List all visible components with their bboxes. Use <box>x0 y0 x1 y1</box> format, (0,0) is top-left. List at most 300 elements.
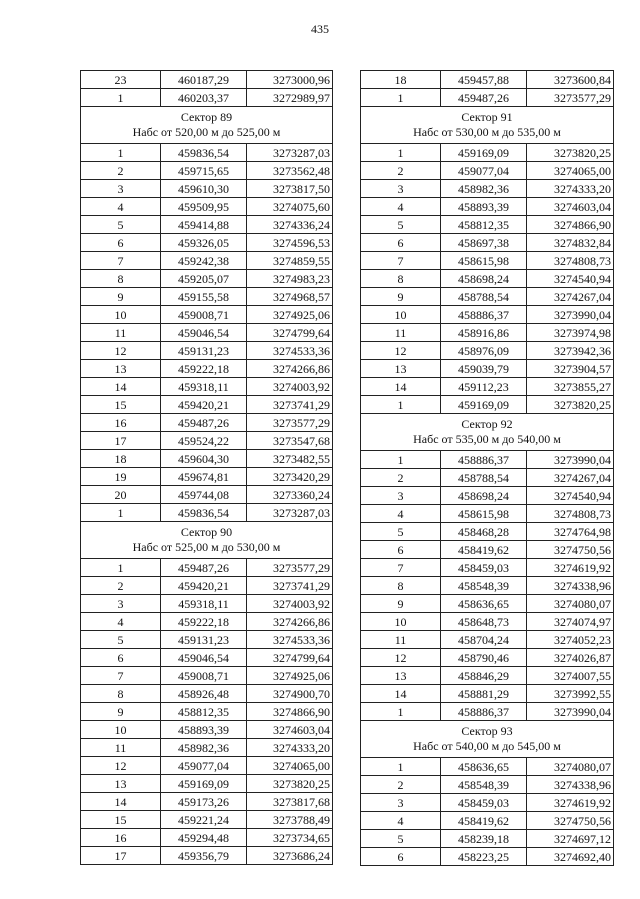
coordinate-y: 3274925,06 <box>247 667 333 685</box>
point-number: 23 <box>81 71 161 89</box>
point-number: 10 <box>361 306 441 324</box>
point-number: 19 <box>81 468 161 486</box>
coordinate-x: 459046,54 <box>161 649 247 667</box>
table-row <box>81 577 333 595</box>
table-row <box>81 649 333 667</box>
coordinate-x: 458636,65 <box>441 758 527 776</box>
coordinate-x: 459604,30 <box>161 450 247 468</box>
coordinate-y: 3274799,64 <box>247 324 333 342</box>
table-row <box>361 667 614 685</box>
coordinate-y: 3274808,73 <box>527 252 614 270</box>
sector-header <box>81 107 333 144</box>
coordinate-x: 458976,09 <box>441 342 527 360</box>
table-row <box>81 306 333 324</box>
coordinate-y: 3273600,84 <box>527 71 614 89</box>
coordinate-x: 459326,05 <box>161 234 247 252</box>
coordinate-x: 458886,37 <box>441 703 527 721</box>
table-row <box>81 829 333 847</box>
coordinate-x: 458812,35 <box>441 216 527 234</box>
point-number: 6 <box>81 649 161 667</box>
table-row <box>361 234 614 252</box>
table-row <box>81 757 333 775</box>
point-number: 12 <box>361 342 441 360</box>
coordinate-y: 3274859,55 <box>247 252 333 270</box>
table-row <box>361 270 614 288</box>
point-number: 16 <box>81 829 161 847</box>
table-row <box>81 324 333 342</box>
table-row <box>81 342 333 360</box>
point-number: 9 <box>81 288 161 306</box>
point-number: 1 <box>81 89 161 107</box>
table-row <box>81 414 333 432</box>
coordinate-y: 3274866,90 <box>247 703 333 721</box>
coordinate-x: 458223,25 <box>441 848 527 866</box>
coordinate-x: 459242,38 <box>161 252 247 270</box>
coordinate-x: 459222,18 <box>161 360 247 378</box>
point-number: 3 <box>81 595 161 613</box>
coordinate-y: 3274832,84 <box>527 234 614 252</box>
table-row <box>361 685 614 703</box>
coordinate-y: 3274074,97 <box>527 613 614 631</box>
coordinate-x: 458886,37 <box>441 451 527 469</box>
table-row <box>81 396 333 414</box>
coordinate-x: 458419,62 <box>441 541 527 559</box>
point-number: 10 <box>81 721 161 739</box>
coordinate-x: 459169,09 <box>441 396 527 414</box>
coordinate-x: 459008,71 <box>161 667 247 685</box>
point-number: 2 <box>361 162 441 180</box>
coordinate-x: 458239,18 <box>441 830 527 848</box>
table-row <box>361 776 614 794</box>
coordinate-y: 3273360,24 <box>247 486 333 504</box>
coordinate-y: 3273287,03 <box>247 144 333 162</box>
coordinate-y: 3273820,25 <box>527 144 614 162</box>
point-number: 1 <box>361 758 441 776</box>
coordinate-x: 459046,54 <box>161 324 247 342</box>
coordinate-y: 3273287,03 <box>247 504 333 522</box>
sector-height-range: Набс от 530,00 м до 535,00 м <box>413 125 561 139</box>
table-row <box>81 811 333 829</box>
sector-header <box>361 414 614 451</box>
coordinate-y: 3272989,97 <box>247 89 333 107</box>
coordinate-x: 459836,54 <box>161 504 247 522</box>
coordinate-y: 3274764,98 <box>527 523 614 541</box>
table-row <box>361 144 614 162</box>
coordinate-y: 3273904,57 <box>527 360 614 378</box>
coordinate-x: 459077,04 <box>441 162 527 180</box>
coordinate-x: 459414,88 <box>161 216 247 234</box>
point-number: 15 <box>81 396 161 414</box>
coordinate-x: 458788,54 <box>441 469 527 487</box>
coordinate-x: 460187,29 <box>161 71 247 89</box>
sector-height-range: Набс от 520,00 м до 525,00 м <box>132 125 281 139</box>
table-row <box>361 631 614 649</box>
table-row <box>361 342 614 360</box>
coordinate-y: 3273992,55 <box>527 685 614 703</box>
point-number: 4 <box>361 198 441 216</box>
coordinate-x: 458548,39 <box>441 776 527 794</box>
table-row <box>361 523 614 541</box>
coordinate-x: 458697,38 <box>441 234 527 252</box>
coordinate-x: 459524,22 <box>161 432 247 450</box>
sector-height-range: Набс от 540,00 м до 545,00 м <box>413 739 561 753</box>
table-row <box>361 71 614 89</box>
point-number: 1 <box>81 504 161 522</box>
coordinate-y: 3273482,55 <box>247 450 333 468</box>
point-number: 6 <box>81 234 161 252</box>
coordinate-y: 3274596,53 <box>247 234 333 252</box>
coordinate-y: 3273741,29 <box>247 577 333 595</box>
coordinate-y: 3273562,48 <box>247 162 333 180</box>
coordinate-x: 458788,54 <box>441 288 527 306</box>
point-number: 1 <box>361 89 441 107</box>
sector-height-range: Набс от 535,00 м до 540,00 м <box>413 432 561 446</box>
point-number: 13 <box>81 775 161 793</box>
point-number: 6 <box>361 848 441 866</box>
coordinate-y: 3273990,04 <box>527 703 614 721</box>
point-number: 14 <box>81 378 161 396</box>
table-row <box>361 288 614 306</box>
point-number: 8 <box>361 270 441 288</box>
coordinate-x: 458916,86 <box>441 324 527 342</box>
coordinate-x: 459169,09 <box>161 775 247 793</box>
coordinate-y: 3273820,25 <box>247 775 333 793</box>
coordinate-y: 3274866,90 <box>527 216 614 234</box>
table-row <box>81 667 333 685</box>
coordinate-x: 459008,71 <box>161 306 247 324</box>
coordinate-x: 459205,07 <box>161 270 247 288</box>
coordinate-y: 3274336,24 <box>247 216 333 234</box>
coordinates-table-left <box>80 70 333 865</box>
table-row <box>81 198 333 216</box>
coordinate-x: 459077,04 <box>161 757 247 775</box>
point-number: 8 <box>81 270 161 288</box>
point-number: 6 <box>361 234 441 252</box>
point-number: 3 <box>81 180 161 198</box>
table-row <box>361 180 614 198</box>
table-row <box>361 613 614 631</box>
coordinate-y: 3274080,07 <box>527 758 614 776</box>
point-number: 18 <box>81 450 161 468</box>
coordinate-x: 458846,29 <box>441 667 527 685</box>
coordinate-x: 459318,11 <box>161 595 247 613</box>
point-number: 2 <box>361 776 441 794</box>
coordinate-x: 459420,21 <box>161 396 247 414</box>
coordinate-x: 458812,35 <box>161 703 247 721</box>
sector-header <box>81 522 333 559</box>
point-number: 3 <box>361 180 441 198</box>
point-number: 12 <box>361 649 441 667</box>
point-number: 1 <box>81 144 161 162</box>
coordinate-x: 459169,09 <box>441 144 527 162</box>
coordinate-y: 3274052,23 <box>527 631 614 649</box>
coordinate-y: 3274065,00 <box>527 162 614 180</box>
coordinate-y: 3274026,87 <box>527 649 614 667</box>
coordinate-x: 458648,73 <box>441 613 527 631</box>
coordinate-x: 458893,39 <box>161 721 247 739</box>
point-number: 13 <box>81 360 161 378</box>
coordinate-y: 3274540,94 <box>527 487 614 505</box>
coordinate-x: 458548,39 <box>441 577 527 595</box>
table-row <box>81 793 333 811</box>
table-row <box>81 288 333 306</box>
table-row <box>81 270 333 288</box>
sector-title: Сектор 90 <box>180 525 233 539</box>
coordinate-x: 459318,11 <box>161 378 247 396</box>
point-number: 7 <box>361 252 441 270</box>
point-number: 17 <box>81 432 161 450</box>
table-row <box>361 89 614 107</box>
coordinate-y: 3273990,04 <box>527 306 614 324</box>
table-row <box>361 649 614 667</box>
point-number: 17 <box>81 847 161 865</box>
coordinate-y: 3274533,36 <box>247 631 333 649</box>
coordinate-x: 459131,23 <box>161 631 247 649</box>
coordinate-x: 458459,03 <box>441 559 527 577</box>
table-row <box>81 432 333 450</box>
point-number: 11 <box>361 324 441 342</box>
coordinate-y: 3274750,56 <box>527 541 614 559</box>
table-row <box>361 758 614 776</box>
table-row <box>81 504 333 522</box>
coordinate-x: 459487,26 <box>161 559 247 577</box>
coordinate-y: 3274007,55 <box>527 667 614 685</box>
table-row <box>361 162 614 180</box>
coordinate-y: 3274750,56 <box>527 812 614 830</box>
point-number: 7 <box>81 667 161 685</box>
coordinate-y: 3273686,24 <box>247 847 333 865</box>
table-row <box>361 505 614 523</box>
coordinate-y: 3274533,36 <box>247 342 333 360</box>
coordinate-y: 3274799,64 <box>247 649 333 667</box>
point-number: 3 <box>361 487 441 505</box>
point-number: 4 <box>361 812 441 830</box>
point-number: 2 <box>81 162 161 180</box>
coordinate-y: 3274338,96 <box>527 577 614 595</box>
point-number: 13 <box>361 667 441 685</box>
coordinate-y: 3273820,25 <box>527 396 614 414</box>
coordinate-y: 3274619,92 <box>527 794 614 812</box>
sector-header-cell <box>361 107 614 144</box>
coordinate-y: 3274692,40 <box>527 848 614 866</box>
coordinate-x: 458886,37 <box>441 306 527 324</box>
coordinate-x: 458704,24 <box>441 631 527 649</box>
coordinate-x: 459715,65 <box>161 162 247 180</box>
table-row <box>81 685 333 703</box>
table-row <box>361 198 614 216</box>
table-row <box>361 577 614 595</box>
coordinate-y: 3274267,04 <box>527 469 614 487</box>
point-number: 4 <box>361 505 441 523</box>
point-number: 5 <box>361 830 441 848</box>
table-row <box>361 812 614 830</box>
point-number: 1 <box>361 451 441 469</box>
table-row <box>361 396 614 414</box>
coordinate-y: 3273817,68 <box>247 793 333 811</box>
coordinate-x: 459674,81 <box>161 468 247 486</box>
coordinate-x: 458698,24 <box>441 487 527 505</box>
table-row <box>361 469 614 487</box>
coordinate-x: 459356,79 <box>161 847 247 865</box>
point-number: 11 <box>361 631 441 649</box>
table-row <box>81 631 333 649</box>
coordinate-y: 3274540,94 <box>527 270 614 288</box>
point-number: 5 <box>81 631 161 649</box>
coordinate-y: 3274925,06 <box>247 306 333 324</box>
sector-title: Сектор 92 <box>461 417 513 431</box>
sector-height-range: Набс от 525,00 м до 530,00 м <box>132 540 281 554</box>
table-row <box>361 848 614 866</box>
coordinate-x: 459509,95 <box>161 198 247 216</box>
coordinate-x: 458790,46 <box>441 649 527 667</box>
point-number: 10 <box>361 613 441 631</box>
coordinate-x: 459487,26 <box>441 89 527 107</box>
coordinate-x: 458982,36 <box>441 180 527 198</box>
coordinate-y: 3274619,92 <box>527 559 614 577</box>
table-row <box>81 468 333 486</box>
sector-title: Сектор 89 <box>180 110 233 124</box>
coordinate-x: 459131,23 <box>161 342 247 360</box>
point-number: 14 <box>81 793 161 811</box>
sector-title: Сектор 93 <box>461 724 513 738</box>
coordinate-y: 3274900,70 <box>247 685 333 703</box>
point-number: 15 <box>81 811 161 829</box>
point-number: 9 <box>361 288 441 306</box>
point-number: 14 <box>361 378 441 396</box>
point-number: 13 <box>361 360 441 378</box>
table-row <box>81 180 333 198</box>
point-number: 6 <box>361 541 441 559</box>
table-row <box>361 306 614 324</box>
table-row <box>361 559 614 577</box>
point-number: 3 <box>361 794 441 812</box>
table-row <box>81 89 333 107</box>
coordinate-x: 458419,62 <box>441 812 527 830</box>
sector-header <box>361 107 614 144</box>
coordinate-y: 3273734,65 <box>247 829 333 847</box>
coordinate-x: 459744,08 <box>161 486 247 504</box>
coordinate-x: 459039,79 <box>441 360 527 378</box>
coordinate-x: 459173,26 <box>161 793 247 811</box>
table-row <box>81 559 333 577</box>
point-number: 4 <box>81 613 161 631</box>
table-row <box>81 703 333 721</box>
sector-header-cell <box>361 414 614 451</box>
sector-header-cell <box>81 522 333 559</box>
coordinate-y: 3273577,29 <box>247 559 333 577</box>
point-number: 20 <box>81 486 161 504</box>
coordinate-x: 460203,37 <box>161 89 247 107</box>
coordinate-x: 459222,18 <box>161 613 247 631</box>
coordinate-y: 3273577,29 <box>527 89 614 107</box>
coordinate-y: 3273990,04 <box>527 451 614 469</box>
table-row <box>81 450 333 468</box>
coordinate-x: 459155,58 <box>161 288 247 306</box>
coordinate-x: 459457,88 <box>441 71 527 89</box>
point-number: 7 <box>81 252 161 270</box>
coordinate-y: 3274003,92 <box>247 595 333 613</box>
table-row <box>81 144 333 162</box>
coordinate-y: 3273741,29 <box>247 396 333 414</box>
coordinate-y: 3274603,04 <box>247 721 333 739</box>
page-number: 435 <box>311 22 329 36</box>
coordinate-x: 458636,65 <box>441 595 527 613</box>
point-number: 2 <box>361 469 441 487</box>
coordinate-x: 459112,23 <box>441 378 527 396</box>
coordinate-x: 459294,48 <box>161 829 247 847</box>
point-number: 14 <box>361 685 441 703</box>
table-row <box>81 739 333 757</box>
coordinate-y: 3273577,29 <box>247 414 333 432</box>
coordinate-x: 459487,26 <box>161 414 247 432</box>
table-row <box>81 252 333 270</box>
point-number: 10 <box>81 306 161 324</box>
coordinate-x: 458881,29 <box>441 685 527 703</box>
coordinate-x: 458893,39 <box>441 198 527 216</box>
table-row <box>81 216 333 234</box>
table-row <box>81 486 333 504</box>
coordinate-y: 3273420,29 <box>247 468 333 486</box>
coordinate-y: 3273855,27 <box>527 378 614 396</box>
coordinate-x: 459420,21 <box>161 577 247 595</box>
table-row <box>81 378 333 396</box>
point-number: 16 <box>81 414 161 432</box>
coordinate-y: 3274603,04 <box>527 198 614 216</box>
coordinate-y: 3273788,49 <box>247 811 333 829</box>
point-number: 1 <box>361 144 441 162</box>
point-number: 2 <box>81 577 161 595</box>
sector-header-cell <box>361 721 614 758</box>
coordinates-table-right <box>360 70 614 866</box>
coordinate-y: 3273817,50 <box>247 180 333 198</box>
coordinate-y: 3273974,98 <box>527 324 614 342</box>
coordinate-y: 3274080,07 <box>527 595 614 613</box>
coordinate-y: 3274808,73 <box>527 505 614 523</box>
point-number: 11 <box>81 739 161 757</box>
table-row <box>361 487 614 505</box>
table-row <box>361 216 614 234</box>
coordinate-y: 3274065,00 <box>247 757 333 775</box>
table-row <box>361 794 614 812</box>
coordinate-x: 458459,03 <box>441 794 527 812</box>
coordinate-x: 458982,36 <box>161 739 247 757</box>
point-number: 1 <box>81 559 161 577</box>
coordinate-y: 3274968,57 <box>247 288 333 306</box>
table-row <box>81 360 333 378</box>
table-row <box>361 595 614 613</box>
coordinate-y: 3274333,20 <box>247 739 333 757</box>
coordinate-x: 458615,98 <box>441 252 527 270</box>
table-row <box>81 847 333 865</box>
coordinate-y: 3274697,12 <box>527 830 614 848</box>
point-number: 7 <box>361 559 441 577</box>
coordinate-y: 3274983,23 <box>247 270 333 288</box>
table-row <box>361 830 614 848</box>
coordinate-y: 3274266,86 <box>247 360 333 378</box>
coordinate-y: 3274338,96 <box>527 776 614 794</box>
coordinate-y: 3273547,68 <box>247 432 333 450</box>
coordinate-y: 3274266,86 <box>247 613 333 631</box>
sector-header-cell <box>81 107 333 144</box>
point-number: 12 <box>81 757 161 775</box>
coordinate-y: 3273000,96 <box>247 71 333 89</box>
point-number: 8 <box>81 685 161 703</box>
coordinate-x: 459836,54 <box>161 144 247 162</box>
coordinate-x: 459221,24 <box>161 811 247 829</box>
table-row <box>361 360 614 378</box>
coordinate-x: 458615,98 <box>441 505 527 523</box>
coordinate-y: 3273942,36 <box>527 342 614 360</box>
